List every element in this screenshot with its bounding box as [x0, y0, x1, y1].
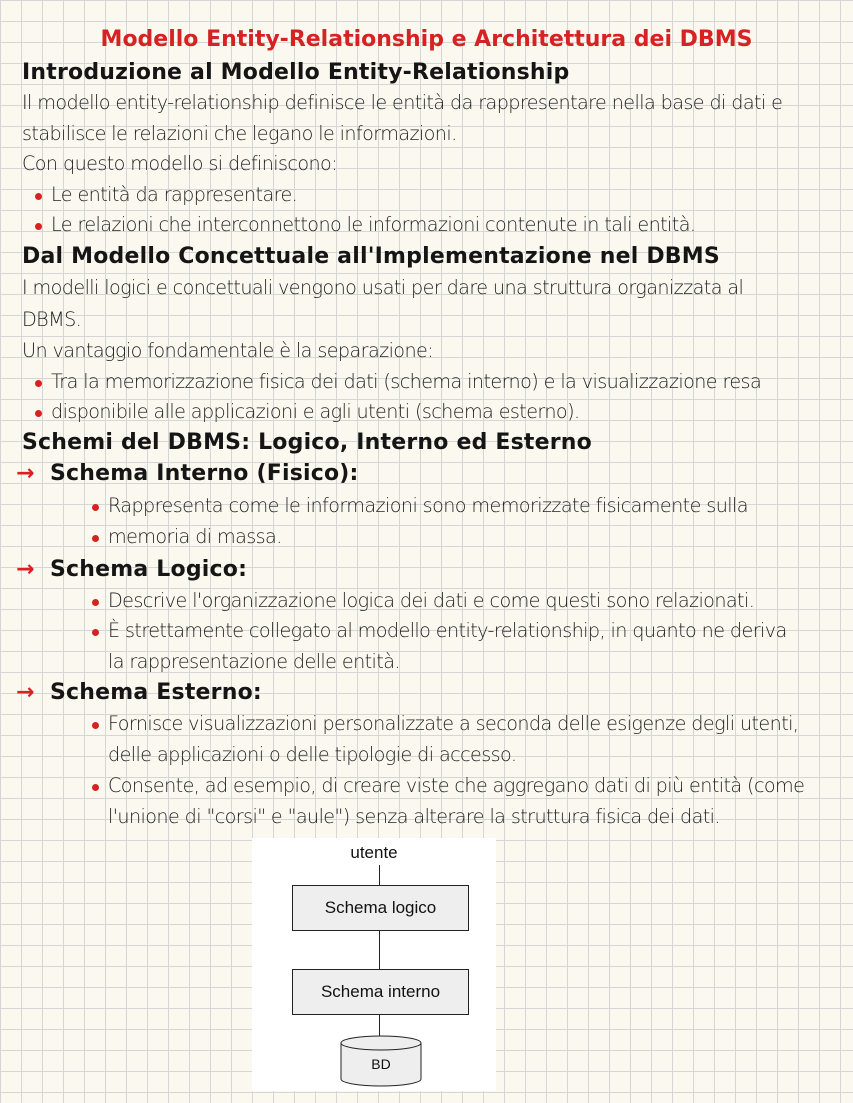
- arrow-right-icon: →: [16, 557, 35, 582]
- concept-bullet-2: disponibile alle applicazioni e agli utenti (schema esterno).: [51, 400, 580, 423]
- box-schema-interno: Schema interno: [292, 969, 469, 1015]
- logico-bullet-1: Descrive l'organizzazione logica dei dati e come questi sono relazionati.: [108, 589, 755, 612]
- intro-p2: Con questo modello si definiscono:: [22, 152, 338, 175]
- interno-bullet-2: memoria di massa.: [108, 525, 282, 548]
- box-schema-logico: Schema logico: [292, 885, 469, 931]
- esterno-bullet-2-line1: Consente, ad esempio, di creare viste che aggregano dati di più entità (come: [108, 774, 805, 797]
- concept-p1-line1: I modelli logici e concettuali vengono usati per dare una struttura organizzata al: [22, 276, 744, 299]
- heading-schema-interno: Schema Interno (Fisico):: [50, 461, 359, 486]
- page-title: Modello Entity-Relationship e Architettura dei DBMS: [100, 27, 753, 52]
- interno-bullet-1: Rappresenta come le informazioni sono memorizzate fisicamente sulla: [108, 494, 748, 517]
- esterno-bullet-2-line2: l'unione di "corsi" e "aule") senza alterare la struttura fisica dei dati.: [108, 805, 720, 828]
- diagram-label-utente: utente: [350, 843, 398, 862]
- esterno-bullet-1-line2: delle applicazioni o delle tipologie di accesso.: [108, 743, 517, 766]
- database-label: BD: [371, 1056, 391, 1072]
- connector-line: [379, 931, 380, 969]
- heading-schema-logico: Schema Logico:: [50, 557, 248, 582]
- logico-bullet-2-line1: È strettamente collegato al modello entity-relationship, in quanto ne deriva: [108, 619, 787, 642]
- heading-schema-esterno: Schema Esterno:: [50, 680, 262, 705]
- connector-line: [379, 865, 380, 885]
- arrow-right-icon: →: [16, 680, 35, 705]
- arrow-right-icon: →: [16, 461, 35, 486]
- logico-bullet-2-line2: la rappresentazione delle entità.: [108, 650, 400, 673]
- intro-p1-line2: stabilisce le relazioni che legano le informazioni.: [22, 122, 457, 145]
- heading-schemas: Schemi del DBMS: Logico, Interno ed Esterno: [22, 430, 592, 455]
- intro-bullet-1: Le entità da rappresentare.: [51, 183, 298, 206]
- concept-bullet-1: Tra la memorizzazione fisica dei dati (schema interno) e la visualizzazione resa: [51, 370, 762, 393]
- intro-bullet-2: Le relazioni che interconnettono le informazioni contenute in tali entità.: [51, 213, 696, 236]
- concept-p2: Un vantaggio fondamentale è la separazione:: [22, 339, 434, 362]
- architecture-diagram: [252, 838, 496, 1091]
- heading-concept: Dal Modello Concettuale all'Implementazione nel DBMS: [22, 244, 720, 269]
- concept-p1-line2: DBMS.: [22, 308, 82, 331]
- heading-intro: Introduzione al Modello Entity-Relationship: [22, 60, 570, 85]
- intro-p1-line1: Il modello entity-relationship definisce le entità da rappresentare nella base di dati e: [22, 91, 783, 114]
- esterno-bullet-1-line1: Fornisce visualizzazioni personalizzate a seconda delle esigenze degli utenti,: [108, 712, 799, 735]
